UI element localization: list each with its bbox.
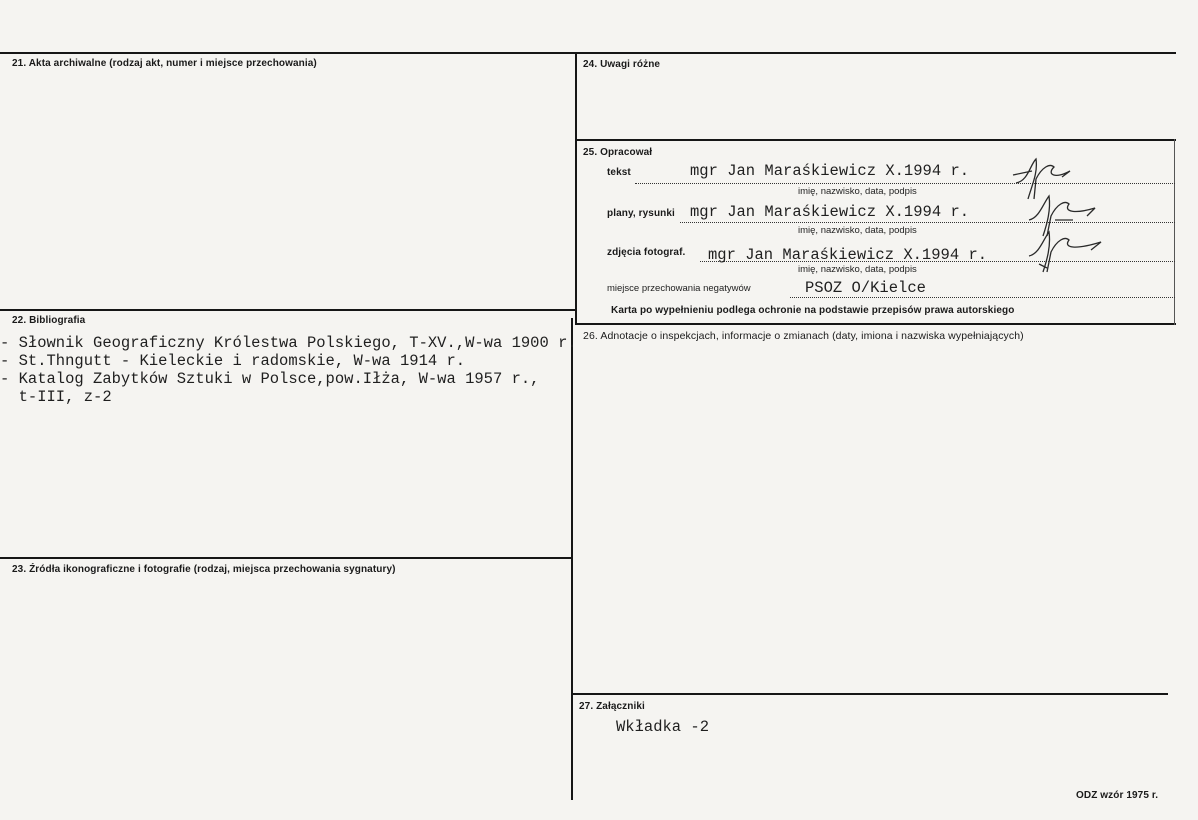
section-21-label: 21. Akta archiwalne (rodzaj akt, numer i miejsce przechowania) bbox=[12, 58, 317, 69]
column-divider-upper bbox=[575, 53, 577, 325]
section-22-label: 22. Bibliografia bbox=[12, 315, 86, 326]
field-tekst-caption: imię, nazwisko, data, podpis bbox=[798, 186, 917, 197]
field-tekst-line bbox=[635, 183, 1175, 184]
field-tekst-value: mgr Jan Maraśkiewicz X.1994 r. bbox=[690, 162, 970, 180]
copyright-note: Karta po wypełnieniu podlega ochronie na podstawie przepisów prawa autorskiego bbox=[611, 305, 1015, 316]
section-23-label: 23. Źródła ikonograficzne i fotografie (rodzaj, miejsca przechowania sygnatury) bbox=[12, 564, 396, 575]
field-plany-caption: imię, nazwisko, data, podpis bbox=[798, 225, 917, 236]
field-tekst-label: tekst bbox=[607, 167, 631, 178]
divider-21-22 bbox=[0, 309, 575, 311]
field-plany-value: mgr Jan Maraśkiewicz X.1994 r. bbox=[690, 203, 970, 221]
divider-24-25 bbox=[576, 139, 1176, 141]
divider-26-27 bbox=[572, 693, 1168, 695]
form-id: ODZ wzór 1975 r. bbox=[1076, 790, 1159, 801]
section-25-label: 25. Opracował bbox=[583, 147, 653, 158]
field-zdjecia-value: mgr Jan Maraśkiewicz X.1994 r. bbox=[708, 246, 988, 264]
negatives-label: miejsce przechowania negatywów bbox=[607, 283, 751, 294]
section-26-label: 26. Adnotacje o inspekcjach, informacje o zmianach (daty, imiona i nazwiska wypełniających) bbox=[583, 330, 1024, 342]
negatives-value: PSOZ O/Kielce bbox=[805, 279, 926, 297]
bibliography-item-3: - Katalog Zabytków Sztuki w Polsce,pow.Iłża, W-wa 1957 r., bbox=[0, 370, 540, 388]
section-27-label: 27. Załączniki bbox=[579, 701, 645, 712]
bibliography-item-2: - St.Thngutt - Kieleckie i radomskie, W-wa 1914 r. bbox=[0, 352, 466, 370]
top-border-rule bbox=[0, 52, 1176, 54]
attachments-value: Wkładka -2 bbox=[616, 718, 710, 736]
field-zdjecia-caption: imię, nazwisko, data, podpis bbox=[798, 264, 917, 275]
divider-25-26 bbox=[576, 323, 1176, 325]
divider-22-23 bbox=[0, 557, 572, 559]
signature-zdjecia bbox=[1025, 228, 1105, 276]
section-24-label: 24. Uwagi różne bbox=[583, 59, 661, 70]
negatives-line bbox=[790, 297, 1175, 298]
bibliography-item-4: t-III, z-2 bbox=[0, 388, 112, 406]
bibliography-item-1: - Słownik Geograficzny Królestwa Polskiego, T-XV.,W-wa 1900 r. bbox=[0, 334, 577, 352]
field-plany-label: plany, rysunki bbox=[607, 208, 675, 219]
field-zdjecia-label: zdjęcia fotograf. bbox=[607, 247, 686, 258]
column-divider-lower bbox=[571, 318, 573, 800]
